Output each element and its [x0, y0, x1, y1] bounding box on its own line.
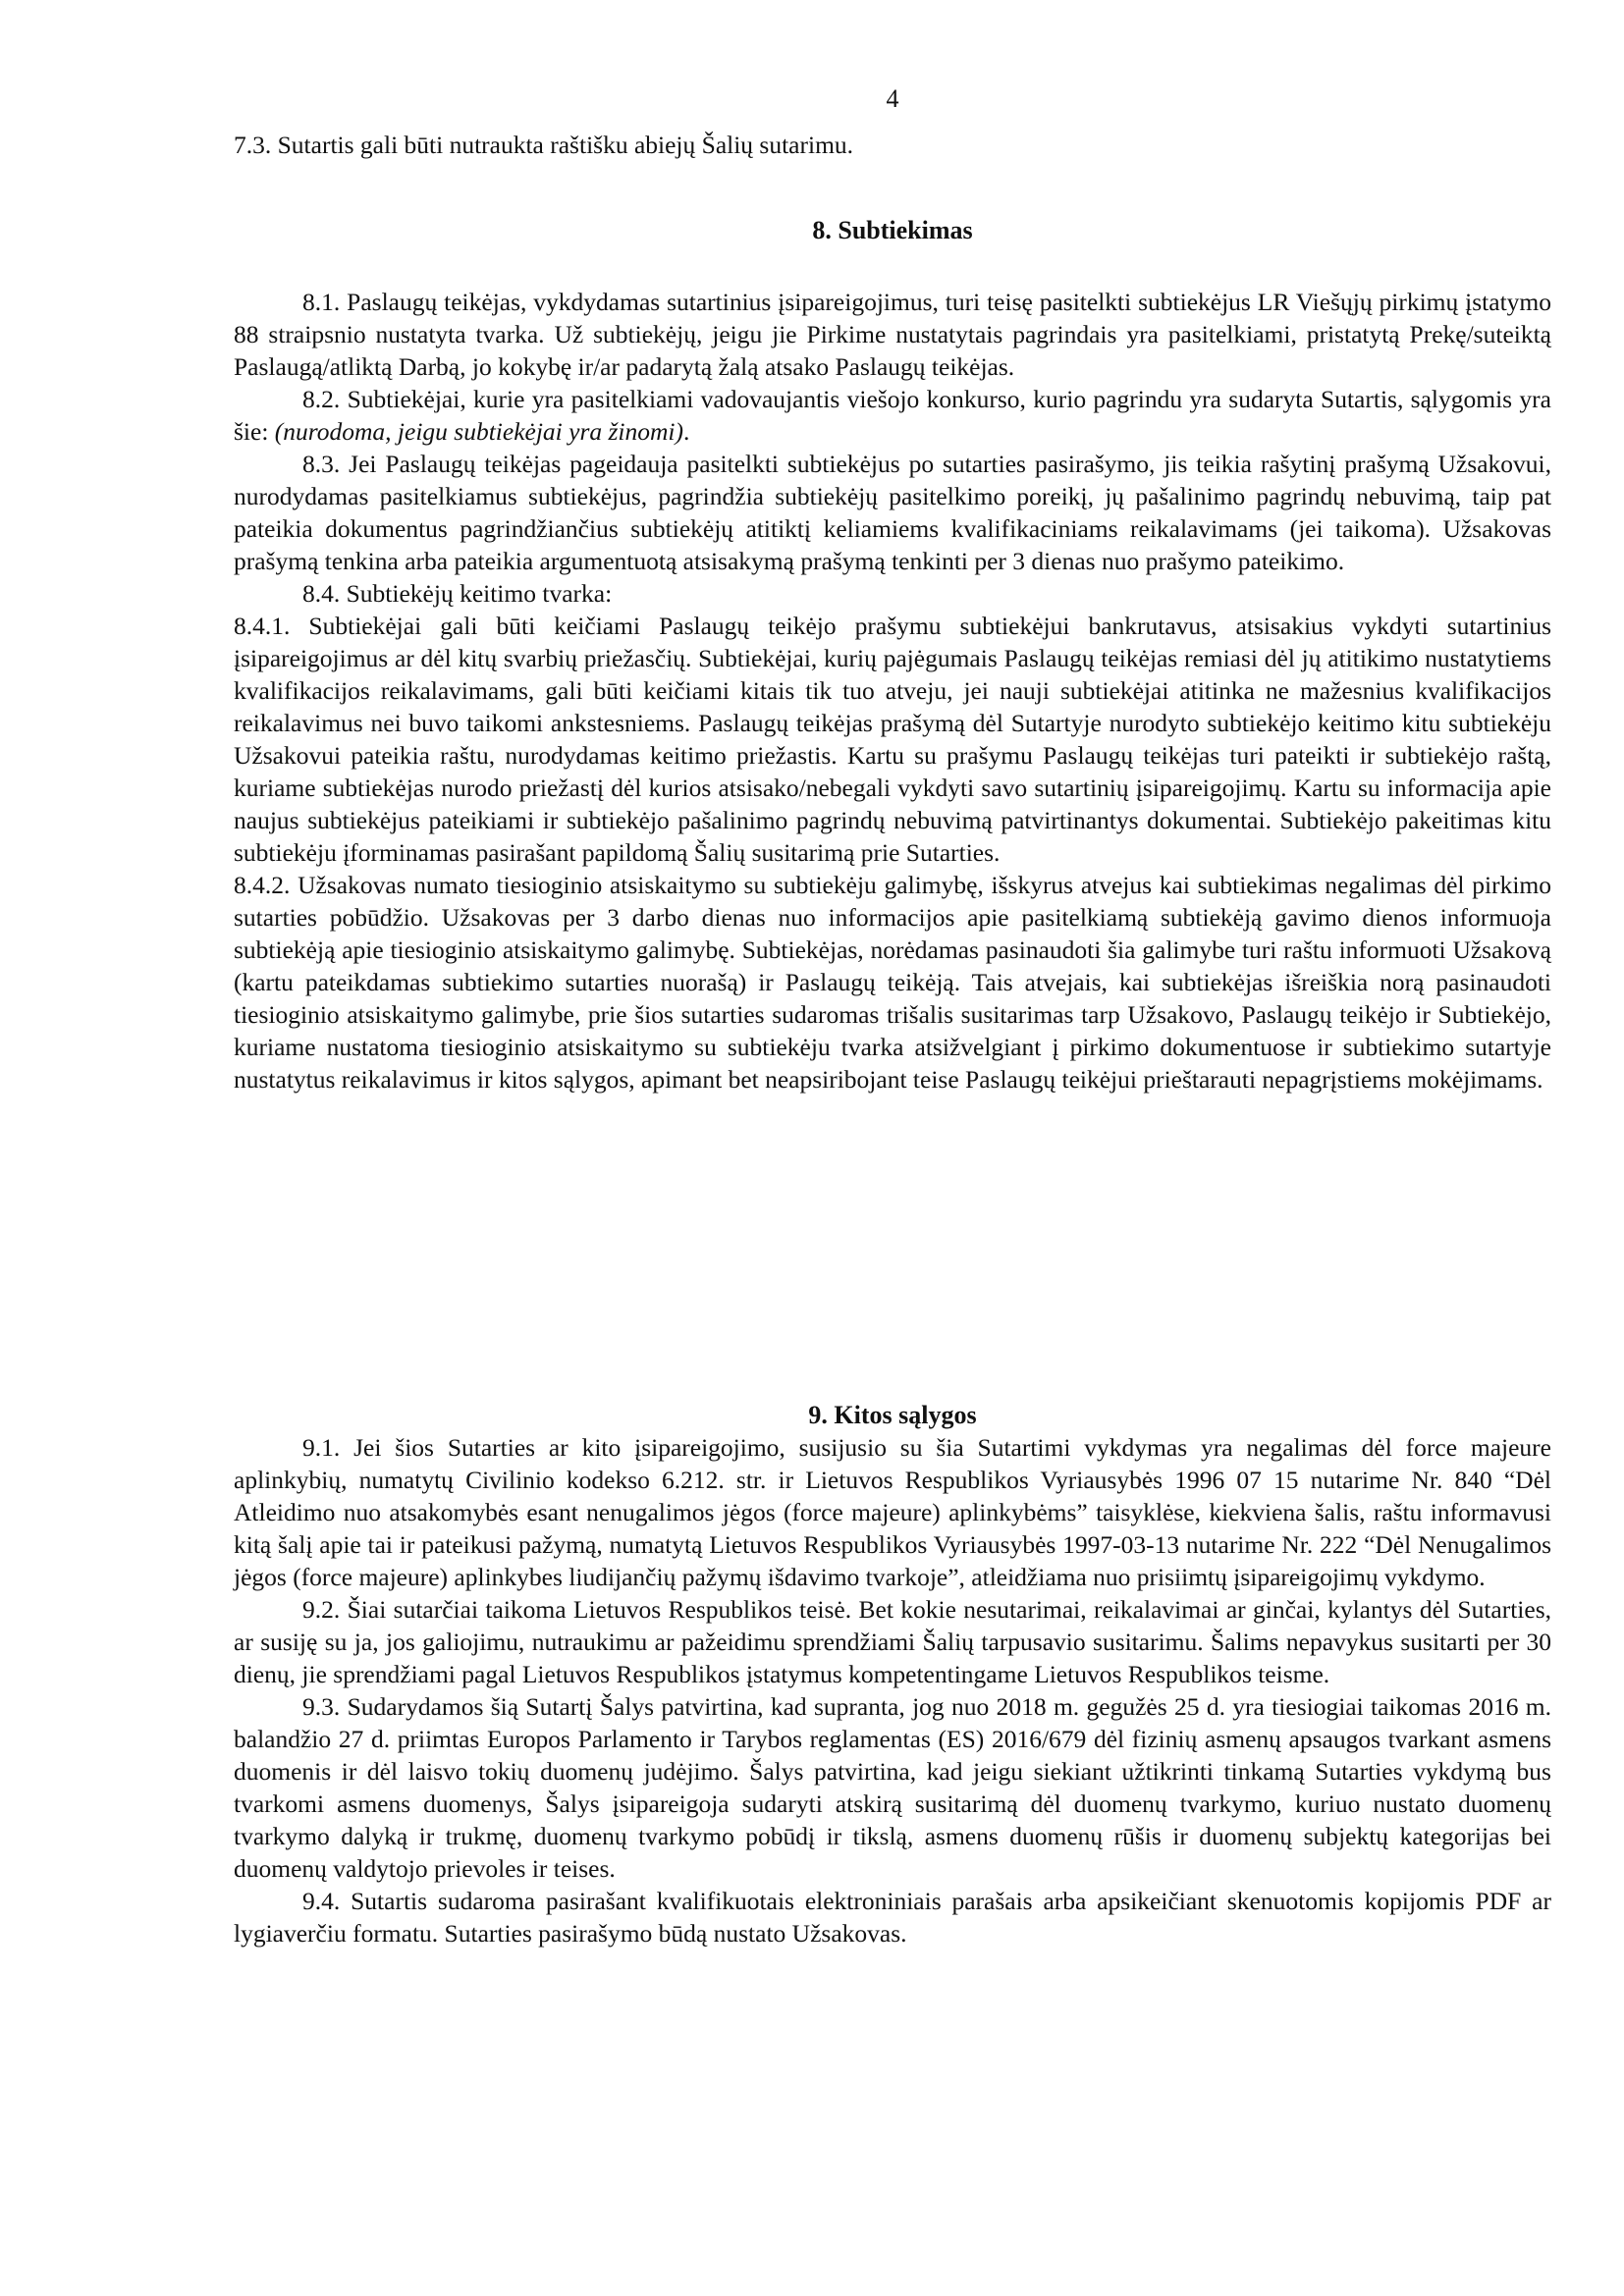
- clause-8-2-italic-note: (nurodoma, jeigu subtiekėjai yra žinomi): [274, 417, 684, 446]
- clause-8-2: [234, 383, 1551, 448]
- clause-8-1: 8.1. Paslaugų teikėjas, vykdydamas sutartinius įsipareigojimus, turi teisę pasitelkti subtiekėjus LR Viešųjų pirkimų įstatymo 88 straipsnio nustatyta tvarka. Už subtiekėjų, jeigu jie Pirkime nustatytais pagrindais yra pasitelkiami, pristatytą Prekę/suteiktą Paslaugą/atliktą Darbą, jo kokybę ir/ar padarytą žalą atsako Paslaugų teikėjas.: [234, 288, 1551, 381]
- page-number: 4: [886, 84, 899, 113]
- clause-8-2-end: .: [683, 417, 690, 446]
- section-9: [234, 1399, 1551, 1949]
- clause-8-4: 8.4. Subtiekėjų keitimo tvarka:: [302, 579, 613, 608]
- clause-8-3: 8.3. Jei Paslaugų teikėjas pageidauja pasitelkti subtiekėjus po sutarties pasirašymo, jis teikia rašytinį prašymą Užsakovui, nurodydamas pasitelkiamus subtiekėjus, pagrindžia subtiekėjų pasitelkimo poreikį, jų pašalinimo pagrindų nebuvimą, taip pat pateikia dokumentus pagrindžiančius subtiekėjų atitiktį keliamiems kvalifikaciniams reikalavimams (jei taikoma). Užsakovas prašymą tenkina arba pateikia argumentuotą atsisakymą prašymą tenkinti per 3 dienas nuo prašymo pateikimo.: [234, 450, 1551, 575]
- clause-9-1: 9.1. Jei šios Sutarties ar kito įsipareigojimo, susijusio su šia Sutartimi vykdymas yra negalimas dėl force majeure aplinkybių, numatytų Civilinio kodekso 6.212. str. ir Lietuvos Respublikos Vyriausybės 1996 07 15 nutarime Nr. 840 “Dėl Atleidimo nuo atsakomybės esant nenugalimos jėgos (force majeure) aplinkybėms” taisyklėse, kiekviena šalis, raštu informavusi kitą šalį apie tai ir pateikusi pažymą, numatytą Lietuvos Respublikos Vyriausybės 1997-03-13 nutarime Nr. 222 “Dėl Nenugalimos jėgos (force majeure) aplinkybes liudijančių pažymų išdavimo tvarkoje”, atleidžiama nuo prisiimtų įsipareigojimų vykdymo.: [234, 1433, 1551, 1591]
- clause-7-3-text: 7.3. Sutartis gali būti nutraukta raštišku abiejų Šalių sutarimu.: [234, 131, 854, 159]
- section-9-heading: 9. Kitos sąlygos: [808, 1401, 977, 1429]
- clause-8-2-text: 8.2. Subtiekėjai, kurie yra pasitelkiami vadovaujantis viešojo konkurso, kurio pagrindu yra sudaryta Sutartis, sąlygomis yra šie:: [234, 385, 1551, 446]
- clause-9-4: 9.4. Sutartis sudaroma pasirašant kvalifikuotais elektroniniais parašais arba apsikeičiant skenuotomis kopijomis PDF ar lygiaverčiu formatu. Sutarties pasirašymo būdą nustato Užsakovas.: [234, 1887, 1551, 1948]
- clause-8-4-1: 8.4.1. Subtiekėjai gali būti keičiami Paslaugų teikėjo prašymu subtiekėjui bankrutavus, atsisakius vykdyti sutartinius įsipareigojimus ar dėl kitų svarbių priežasčių. Subtiekėjai, kurių pajėgumais Paslaugų teikėjas remiasi dėl jų atitikimo nustatytiems kvalifikacijos reikalavimams, gali būti keičiami kitais tik tuo atveju, jei nauji subtiekėjai atitinka ne mažesnius kvalifikacijos reikalavimus nei buvo taikomi ankstesniems. Paslaugų teikėjas prašymą dėl Sutartyje nurodyto subtiekėjo keitimo kitu subtiekėju Užsakovui pateikia raštu, nurodydamas keitimo priežastis. Kartu su prašymu Paslaugų teikėjas turi pateikti ir subtiekėjo raštą, kuriame subtiekėjas nurodo priežastį dėl kurios atsisako/nebegali vykdyti savo sutartinių įsipareigojimų. Kartu su informacija apie naujus subtiekėjus pateikiami ir subtiekėjo pašalinimo pagrindų nebuvimą patvirtinantys dokumentai. Subtiekėjo pakeitimas kitu subtiekėju įforminamas pasirašant papildomą Šalių susitarimą prie Sutarties.: [234, 612, 1551, 867]
- section-8-heading: 8. Subtiekimas: [812, 216, 973, 244]
- clause-8-4-2: 8.4.2. Užsakovas numato tiesioginio atsiskaitymo su subtiekėju galimybę, išskyrus atvejus kai subtiekimas negalimas dėl pirkimo sutarties pobūdžio. Užsakovas per 3 darbo dienas nuo informacijos apie pasitelkiamą subtiekėją gavimo dienos informuoja subtiekėją apie tiesioginio atsiskaitymo galimybę. Subtiekėjas, norėdamas pasinaudoti šia galimybe turi raštu informuoti Užsakovą (kartu pateikdamas subtiekimo sutarties nuorašą) ir Paslaugų teikėją. Tais atvejais, kai subtiekėjas išreiškia norą pasinaudoti tiesioginio atsiskaitymo galimybe, prie šios sutarties sudaromas trišalis susitarimas tarp Užsakovo, Paslaugų teikėjo ir Subtiekėjo, kuriame nustatoma tiesioginio atsiskaitymo su subtiekėju tvarka atsižvelgiant į pirkimo dokumentuose ir subtiekimo sutartyje nustatytus reikalavimus ir kitos sąlygos, apimant bet neapsiribojant teise Paslaugų teikėjui prieštarauti nepagrįstiems mokėjimams.: [234, 871, 1551, 1094]
- clause-7-3: [234, 129, 1551, 161]
- section-8: [234, 214, 1551, 1095]
- clause-9-2: 9.2. Šiai sutarčiai taikoma Lietuvos Respublikos teisė. Bet kokie nesutarimai, reikalavimai ar ginčai, kylantys dėl Sutarties, ar susiję su ja, jos galiojimu, nutraukimu ar pažeidimu sprendžiami Šalių tarpusavio susitarimu. Šalims nepavykus susitarti per 30 dienų, jie sprendžiami pagal Lietuvos Respublikos įstatymus kompetentingame Lietuvos Respublikos teisme.: [234, 1595, 1551, 1688]
- clause-9-3: 9.3. Sudarydamos šią Sutartį Šalys patvirtina, kad supranta, jog nuo 2018 m. gegužės 25 d. yra tiesiogiai taikomas 2016 m. balandžio 27 d. priimtas Europos Parlamento ir Tarybos reglamentas (ES) 2016/679 dėl fizinių asmenų apsaugos tvarkant asmens duomenis ir dėl laisvo tokių duomenų judėjimo. Šalys patvirtina, kad jeigu siekiant užtikrinti tinkamą Sutarties vykdymą bus tvarkomi asmens duomenys, Šalys įsipareigoja sudaryti atskirą susitarimą dėl duomenų tvarkymo, kuriuo nustato duomenų tvarkymo dalyką ir trukmę, duomenų tvarkymo pobūdį ir tikslą, asmens duomenų rūšis ir duomenų subjektų kategorijas bei duomenų valdytojo prievoles ir teises.: [234, 1692, 1551, 1883]
